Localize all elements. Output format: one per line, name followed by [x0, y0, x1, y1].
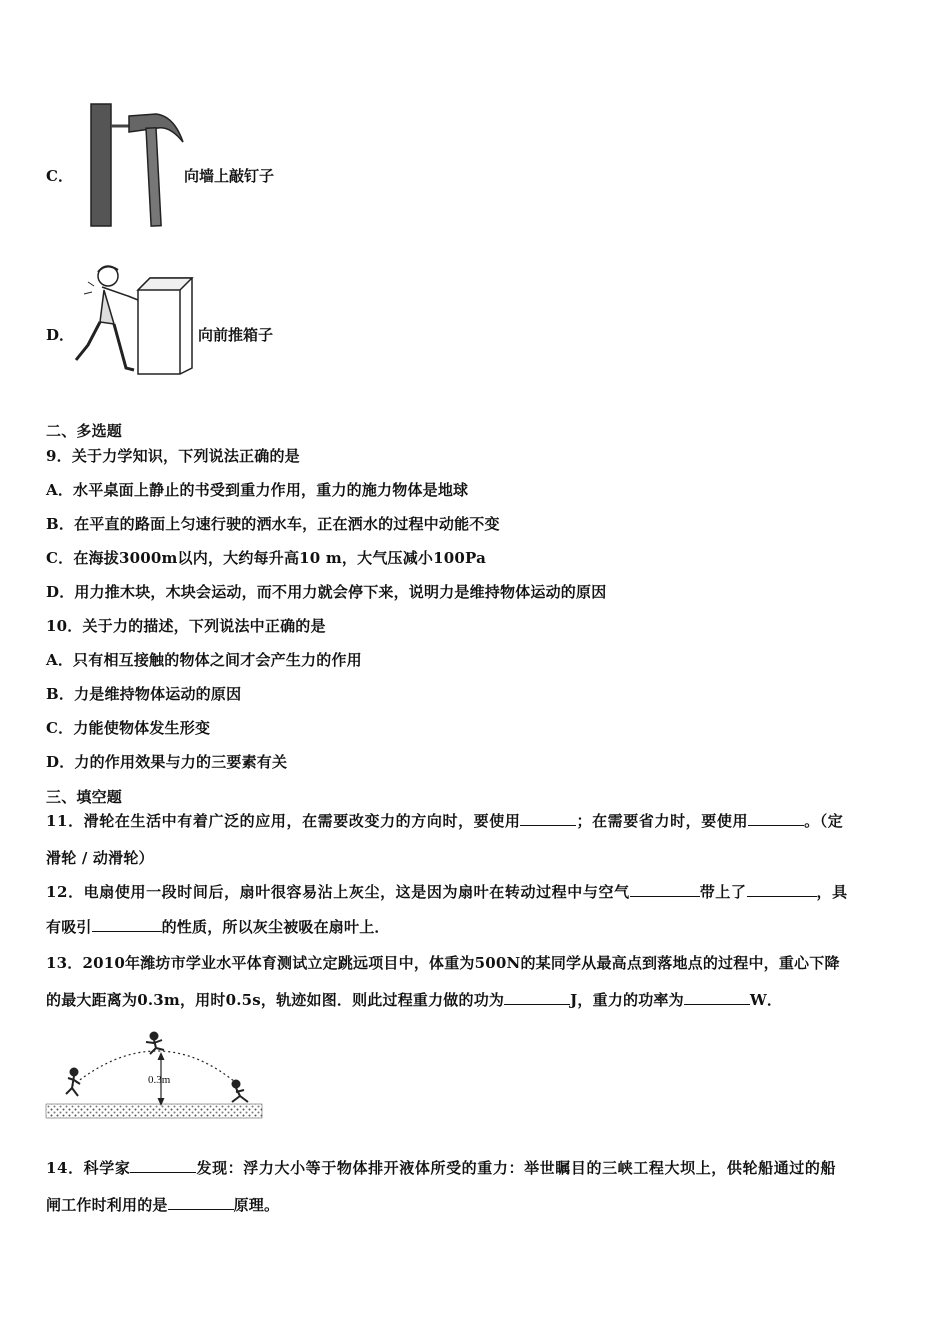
- question-14-line-1: [46, 1157, 904, 1178]
- long-jump-trajectory-figure: [44, 1030, 266, 1122]
- question-9-option-b: B．在平直的路面上匀速行驶的洒水车，正在洒水的过程中动能不变: [46, 515, 500, 533]
- question-11-text-c: 。（定: [804, 812, 844, 830]
- question-11-blank-2[interactable]: [748, 811, 804, 826]
- question-10-option-d: D．力的作用效果与力的三要素有关: [46, 753, 288, 771]
- question-12-line-1: [46, 881, 904, 902]
- option-c-text: 向墙上敲钉子: [184, 167, 275, 185]
- option-d-text: 向前推箱子: [198, 326, 274, 344]
- boy-pushing-box-illustration: [70, 260, 195, 375]
- question-12-text-d: 有吸引: [46, 918, 92, 936]
- question-10-option-b: B．力是维持物体运动的原因: [46, 685, 242, 703]
- question-14-line-2: [46, 1194, 279, 1215]
- question-12-blank-2[interactable]: [747, 882, 817, 897]
- question-12-text-b: 带上了: [699, 883, 747, 901]
- question-12-blank-3[interactable]: [92, 917, 162, 932]
- question-10-option-a: A．只有相互接触的物体之间才会产生力的作用: [46, 651, 362, 669]
- option-c-letter: C．: [46, 167, 73, 185]
- question-13-blank-1[interactable]: [504, 990, 570, 1005]
- question-10-option-c: C．力能使物体发生形变: [46, 719, 211, 737]
- question-12-text-a: 12．电扇使用一段时间后，扇叶很容易沾上灰尘，这是因为扇叶在转动过程中与空气: [46, 883, 630, 901]
- question-14-blank-1[interactable]: [130, 1158, 196, 1173]
- question-14-text-d: 原理。: [233, 1196, 280, 1214]
- question-12-text-e: 的性质，所以灰尘被吸在扇叶上．: [161, 918, 390, 936]
- question-11-text-a: 11．滑轮在生活中有着广泛的应用，在需要改变力的方向时，要使用: [46, 812, 521, 830]
- option-d-letter: D．: [46, 326, 75, 344]
- question-9-option-d: D．用力推木块，木块会运动，而不用力就会停下来，说明力是维持物体运动的原因: [46, 583, 607, 601]
- question-13-blank-2[interactable]: [684, 990, 750, 1005]
- question-12-line-2: [46, 916, 390, 937]
- question-10-stem: 10．关于力的描述，下列说法中正确的是: [46, 617, 326, 635]
- jump-height-label: 0.3m: [148, 1074, 171, 1086]
- hammer-nail-illustration: [86, 102, 186, 227]
- section-title-multiple-choice: 二、多选题: [46, 422, 123, 440]
- question-11-text-b: ；在需要省力时，要使用: [576, 812, 749, 830]
- question-11-line-2: 滑轮 / 动滑轮）: [46, 849, 154, 867]
- question-9-option-a: A．水平桌面上静止的书受到重力作用，重力的施力物体是地球: [46, 481, 469, 499]
- question-13-text-c: W．: [749, 991, 783, 1009]
- section-title-fill-in: 三、填空题: [46, 788, 123, 806]
- question-14-text-b: 发现：浮力大小等于物体排开液体所受的重力：举世瞩目的三峡工程大坝上，供轮船通过的船: [196, 1159, 837, 1177]
- question-11-blank-1[interactable]: [520, 811, 576, 826]
- question-12-blank-1[interactable]: [630, 882, 700, 897]
- question-13-line-1: 13．2010年潍坊市学业水平体育测试立定跳远项目中，体重为500N的某同学从最高点到落地点的过程中，重心下降: [46, 954, 840, 972]
- question-14-text-a: 14．科学家: [46, 1159, 131, 1177]
- question-13-line-2: [46, 989, 782, 1010]
- question-14-blank-2[interactable]: [168, 1195, 234, 1210]
- question-12-text-c: ，具: [816, 883, 848, 901]
- question-11-line-1: [46, 810, 904, 831]
- question-9-stem: 9．关于力学知识，下列说法正确的是: [46, 447, 300, 465]
- question-9-option-c: C．在海拔3000m以内，大约每升高10 m，大气压减小100Pa: [46, 549, 487, 567]
- question-13-text-b: J，重力的功率为: [570, 991, 684, 1009]
- question-14-text-c: 闸工作时利用的是: [46, 1196, 168, 1214]
- question-13-text-a: 的最大距离为0.3m，用时0.5s，轨迹如图．则此过程重力做的功为: [46, 991, 505, 1009]
